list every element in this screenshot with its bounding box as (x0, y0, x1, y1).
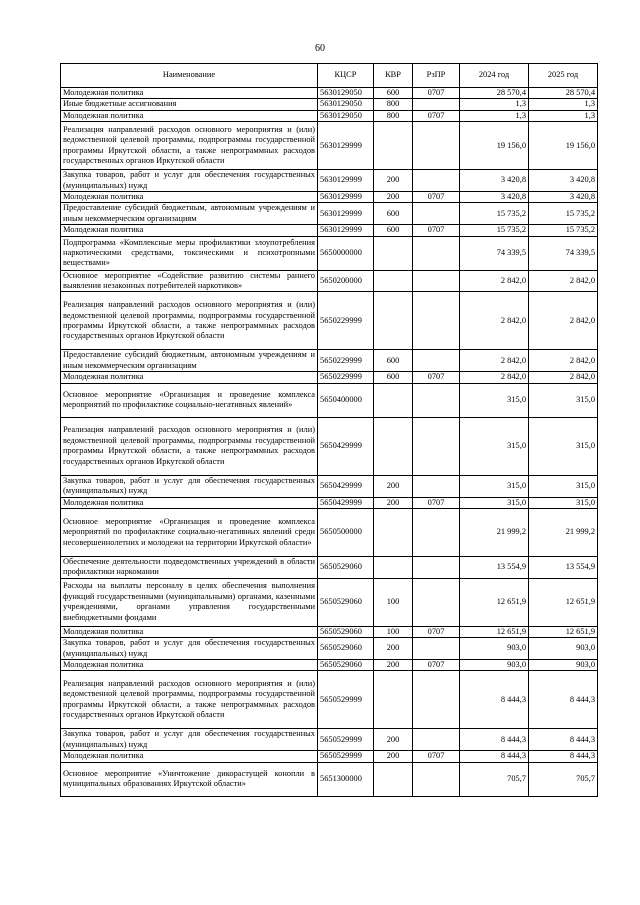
row-name-cell: Молодежная политика (61, 110, 318, 121)
row-name-cell: Предоставление субсидий бюджетным, автономным учреждениям и иным некоммерческим организациям (61, 203, 318, 225)
row-2024-cell: 2 842,0 (460, 292, 529, 350)
row-name-cell: Расходы на выплаты персоналу в целях обеспечения выполнения функций государственными (муниципальными) органами, казенными учреждениями, органами управления государственными внебюджетными фондами (61, 578, 318, 626)
row-kcsr-cell: 5630129050 (318, 88, 374, 99)
row-name-cell: Молодежная политика (61, 497, 318, 508)
row-2024-cell: 8 444,3 (460, 729, 529, 751)
table-row (61, 350, 598, 372)
table-row (61, 122, 598, 170)
table-row (61, 417, 598, 475)
header-name: Наименование (61, 64, 318, 88)
row-kcsr-cell: 5650429999 (318, 497, 374, 508)
row-name-cell: Закупка товаров, работ и услуг для обеспечения государственных (муниципальных) нужд (61, 638, 318, 660)
row-2025-cell: 8 444,3 (529, 751, 598, 762)
row-name-cell: Реализация направлений расходов основного мероприятия и (или) ведомственной целевой программы, подпрограммы государственной программы Иркутской области, а также непрограммных расходов государственных органов Иркутской области (61, 417, 318, 475)
row-kvr-cell: 600 (374, 225, 413, 236)
table-row (61, 671, 598, 729)
row-name-cell: Реализация направлений расходов основного мероприятия и (или) ведомственной целевой программы, подпрограммы государственной программы Иркутской области, а также непрограммных расходов государственных органов Иркутской области (61, 671, 318, 729)
table-row (61, 110, 598, 121)
table-row (61, 203, 598, 225)
table-row (61, 475, 598, 497)
row-2025-cell: 28 570,4 (529, 88, 598, 99)
row-2024-cell: 8 444,3 (460, 671, 529, 729)
row-2024-cell: 2 842,0 (460, 270, 529, 292)
row-2025-cell: 315,0 (529, 475, 598, 497)
row-2024-cell: 315,0 (460, 383, 529, 417)
row-kcsr-cell: 5630129050 (318, 99, 374, 110)
row-2024-cell: 315,0 (460, 497, 529, 508)
row-rzpr-cell: 0707 (413, 659, 460, 670)
row-rzpr-cell (413, 270, 460, 292)
row-2024-cell: 12 651,9 (460, 626, 529, 637)
row-2025-cell: 315,0 (529, 383, 598, 417)
row-kvr-cell: 200 (374, 659, 413, 670)
row-rzpr-cell (413, 475, 460, 497)
row-name-cell: Основное мероприятие «Организация и проведение комплекса мероприятий по профилактике социально-негативных явлений» (61, 383, 318, 417)
table-row (61, 192, 598, 203)
row-kvr-cell: 100 (374, 578, 413, 626)
row-2025-cell: 2 842,0 (529, 350, 598, 372)
row-2024-cell: 15 735,2 (460, 225, 529, 236)
row-name-cell: Реализация направлений расходов основного мероприятия и (или) ведомственной целевой программы, подпрограммы государственной программы Иркутской области, а также непрограммных расходов государственных органов Иркутской области (61, 122, 318, 170)
row-2025-cell: 1,3 (529, 99, 598, 110)
row-2025-cell: 13 554,9 (529, 556, 598, 578)
row-2024-cell: 19 156,0 (460, 122, 529, 170)
row-rzpr-cell (413, 729, 460, 751)
row-kvr-cell: 200 (374, 192, 413, 203)
row-2025-cell: 8 444,3 (529, 671, 598, 729)
row-2025-cell: 705,7 (529, 762, 598, 796)
row-kvr-cell (374, 270, 413, 292)
row-2024-cell: 903,0 (460, 638, 529, 660)
row-2025-cell: 3 420,8 (529, 170, 598, 192)
row-rzpr-cell: 0707 (413, 372, 460, 383)
row-rzpr-cell: 0707 (413, 225, 460, 236)
row-name-cell: Молодежная политика (61, 659, 318, 670)
row-kvr-cell: 800 (374, 110, 413, 121)
row-rzpr-cell (413, 638, 460, 660)
header-kcsr: КЦСР (318, 64, 374, 88)
row-2024-cell: 903,0 (460, 659, 529, 670)
row-2024-cell: 1,3 (460, 99, 529, 110)
row-kvr-cell (374, 236, 413, 270)
row-kcsr-cell: 5650529999 (318, 751, 374, 762)
table-row (61, 729, 598, 751)
row-kcsr-cell: 5650229999 (318, 350, 374, 372)
row-2024-cell: 3 420,8 (460, 192, 529, 203)
row-2025-cell: 2 842,0 (529, 372, 598, 383)
row-rzpr-cell (413, 99, 460, 110)
row-name-cell: Подпрограмма «Комплексные меры профилактики злоупотребления наркотическими средствами, токсическими и психотропными веществами» (61, 236, 318, 270)
row-name-cell: Молодежная политика (61, 751, 318, 762)
row-2025-cell: 903,0 (529, 638, 598, 660)
row-2024-cell: 74 339,5 (460, 236, 529, 270)
row-2025-cell: 12 651,9 (529, 626, 598, 637)
row-2024-cell: 2 842,0 (460, 372, 529, 383)
table-row (61, 497, 598, 508)
row-kvr-cell (374, 762, 413, 796)
row-name-cell: Молодежная политика (61, 88, 318, 99)
row-kvr-cell (374, 508, 413, 556)
row-2025-cell: 315,0 (529, 417, 598, 475)
row-kvr-cell (374, 417, 413, 475)
row-rzpr-cell: 0707 (413, 497, 460, 508)
row-2025-cell: 315,0 (529, 497, 598, 508)
row-kvr-cell: 200 (374, 170, 413, 192)
budget-table (60, 63, 598, 797)
row-rzpr-cell (413, 350, 460, 372)
row-kcsr-cell: 5650229999 (318, 292, 374, 350)
row-name-cell: Молодежная политика (61, 225, 318, 236)
table-row (61, 751, 598, 762)
table-row (61, 292, 598, 350)
row-2024-cell: 21 999,2 (460, 508, 529, 556)
row-kvr-cell: 600 (374, 88, 413, 99)
table-row (61, 383, 598, 417)
row-kvr-cell (374, 556, 413, 578)
row-2024-cell: 315,0 (460, 475, 529, 497)
row-rzpr-cell (413, 122, 460, 170)
row-name-cell: Иные бюджетные ассигнования (61, 99, 318, 110)
row-name-cell: Обеспечение деятельности подведомственных учреждений в области профилактики наркомании (61, 556, 318, 578)
row-name-cell: Молодежная политика (61, 372, 318, 383)
row-name-cell: Молодежная политика (61, 626, 318, 637)
row-rzpr-cell (413, 203, 460, 225)
row-2024-cell: 1,3 (460, 110, 529, 121)
table-row (61, 99, 598, 110)
row-kvr-cell: 200 (374, 497, 413, 508)
row-name-cell: Молодежная политика (61, 192, 318, 203)
table-row (61, 372, 598, 383)
header-kvr: КВР (374, 64, 413, 88)
table-row (61, 270, 598, 292)
row-kcsr-cell: 5650529060 (318, 626, 374, 637)
row-kvr-cell (374, 671, 413, 729)
row-kcsr-cell: 5650500000 (318, 508, 374, 556)
row-kvr-cell: 200 (374, 751, 413, 762)
row-2025-cell: 74 339,5 (529, 236, 598, 270)
row-kvr-cell (374, 122, 413, 170)
row-kcsr-cell: 5650429999 (318, 417, 374, 475)
table-row (61, 638, 598, 660)
row-2025-cell: 8 444,3 (529, 729, 598, 751)
row-kvr-cell: 100 (374, 626, 413, 637)
row-rzpr-cell: 0707 (413, 751, 460, 762)
row-name-cell: Закупка товаров, работ и услуг для обеспечения государственных (муниципальных) нужд (61, 729, 318, 751)
row-kcsr-cell: 5650429999 (318, 475, 374, 497)
row-rzpr-cell (413, 170, 460, 192)
row-rzpr-cell: 0707 (413, 110, 460, 121)
table-row (61, 225, 598, 236)
table-row (61, 88, 598, 99)
table-row (61, 556, 598, 578)
row-rzpr-cell (413, 383, 460, 417)
page-number: 60 (315, 43, 325, 54)
row-2024-cell: 2 842,0 (460, 350, 529, 372)
row-name-cell: Закупка товаров, работ и услуг для обеспечения государственных (муниципальных) нужд (61, 170, 318, 192)
row-2025-cell: 3 420,8 (529, 192, 598, 203)
row-2024-cell: 705,7 (460, 762, 529, 796)
row-kvr-cell: 200 (374, 638, 413, 660)
header-2024: 2024 год (460, 64, 529, 88)
row-2024-cell: 28 570,4 (460, 88, 529, 99)
row-kcsr-cell: 5650529060 (318, 659, 374, 670)
row-kvr-cell: 200 (374, 729, 413, 751)
table-row (61, 170, 598, 192)
row-kcsr-cell: 5650529060 (318, 578, 374, 626)
row-2024-cell: 13 554,9 (460, 556, 529, 578)
row-kvr-cell (374, 292, 413, 350)
row-2025-cell: 15 735,2 (529, 225, 598, 236)
row-rzpr-cell (413, 417, 460, 475)
row-2025-cell: 2 842,0 (529, 292, 598, 350)
table-row (61, 659, 598, 670)
row-2025-cell: 2 842,0 (529, 270, 598, 292)
row-kcsr-cell: 5650200000 (318, 270, 374, 292)
row-kcsr-cell: 5630129999 (318, 122, 374, 170)
row-rzpr-cell (413, 236, 460, 270)
row-kvr-cell: 600 (374, 350, 413, 372)
row-kvr-cell: 600 (374, 203, 413, 225)
row-rzpr-cell (413, 292, 460, 350)
row-kcsr-cell: 5650529060 (318, 638, 374, 660)
table-row (61, 236, 598, 270)
row-2025-cell: 903,0 (529, 659, 598, 670)
header-2025: 2025 год (529, 64, 598, 88)
row-kcsr-cell: 5630129999 (318, 203, 374, 225)
row-2025-cell: 19 156,0 (529, 122, 598, 170)
row-rzpr-cell: 0707 (413, 626, 460, 637)
row-rzpr-cell: 0707 (413, 192, 460, 203)
row-kcsr-cell: 5650529060 (318, 556, 374, 578)
row-rzpr-cell (413, 762, 460, 796)
row-rzpr-cell (413, 508, 460, 556)
row-name-cell: Основное мероприятие «Уничтожение дикорастущей конопли в муниципальных образованиях Иркутской области» (61, 762, 318, 796)
row-kcsr-cell: 5650400000 (318, 383, 374, 417)
table-row (61, 762, 598, 796)
row-kcsr-cell: 5630129050 (318, 110, 374, 121)
row-kcsr-cell: 5650529999 (318, 729, 374, 751)
row-name-cell: Реализация направлений расходов основного мероприятия и (или) ведомственной целевой программы, подпрограммы государственной программы Иркутской области, а также непрограммных расходов государственных органов Иркутской области (61, 292, 318, 350)
row-rzpr-cell (413, 671, 460, 729)
row-2025-cell: 12 651,9 (529, 578, 598, 626)
row-kcsr-cell: 5650529999 (318, 671, 374, 729)
row-rzpr-cell (413, 556, 460, 578)
row-rzpr-cell (413, 578, 460, 626)
row-kcsr-cell: 5630129999 (318, 170, 374, 192)
table-row (61, 578, 598, 626)
row-kvr-cell: 200 (374, 475, 413, 497)
header-rzpr: РзПР (413, 64, 460, 88)
row-kvr-cell: 600 (374, 372, 413, 383)
table-row (61, 626, 598, 637)
row-2025-cell: 15 735,2 (529, 203, 598, 225)
row-kcsr-cell: 5650229999 (318, 372, 374, 383)
row-2024-cell: 315,0 (460, 417, 529, 475)
row-name-cell: Закупка товаров, работ и услуг для обеспечения государственных (муниципальных) нужд (61, 475, 318, 497)
row-kvr-cell (374, 383, 413, 417)
row-name-cell: Основное мероприятие «Содействие развитию системы раннего выявления незаконных потребителей наркотиков» (61, 270, 318, 292)
row-kcsr-cell: 5650000000 (318, 236, 374, 270)
row-name-cell: Основное мероприятие «Организация и проведение комплекса мероприятий по профилактике социально-негативных явлений среди несовершеннолетних и молодежи на территории Иркутской области» (61, 508, 318, 556)
row-2024-cell: 8 444,3 (460, 751, 529, 762)
row-2024-cell: 3 420,8 (460, 170, 529, 192)
row-rzpr-cell: 0707 (413, 88, 460, 99)
row-2025-cell: 1,3 (529, 110, 598, 121)
table-header-row (61, 64, 598, 88)
row-kcsr-cell: 5630129999 (318, 225, 374, 236)
table-body (61, 88, 598, 797)
row-kcsr-cell: 5630129999 (318, 192, 374, 203)
row-2024-cell: 12 651,9 (460, 578, 529, 626)
row-kvr-cell: 800 (374, 99, 413, 110)
row-2024-cell: 15 735,2 (460, 203, 529, 225)
row-kcsr-cell: 5651300000 (318, 762, 374, 796)
row-name-cell: Предоставление субсидий бюджетным, автономным учреждениям и иным некоммерческим организациям (61, 350, 318, 372)
row-2025-cell: 21 999,2 (529, 508, 598, 556)
table-row (61, 508, 598, 556)
